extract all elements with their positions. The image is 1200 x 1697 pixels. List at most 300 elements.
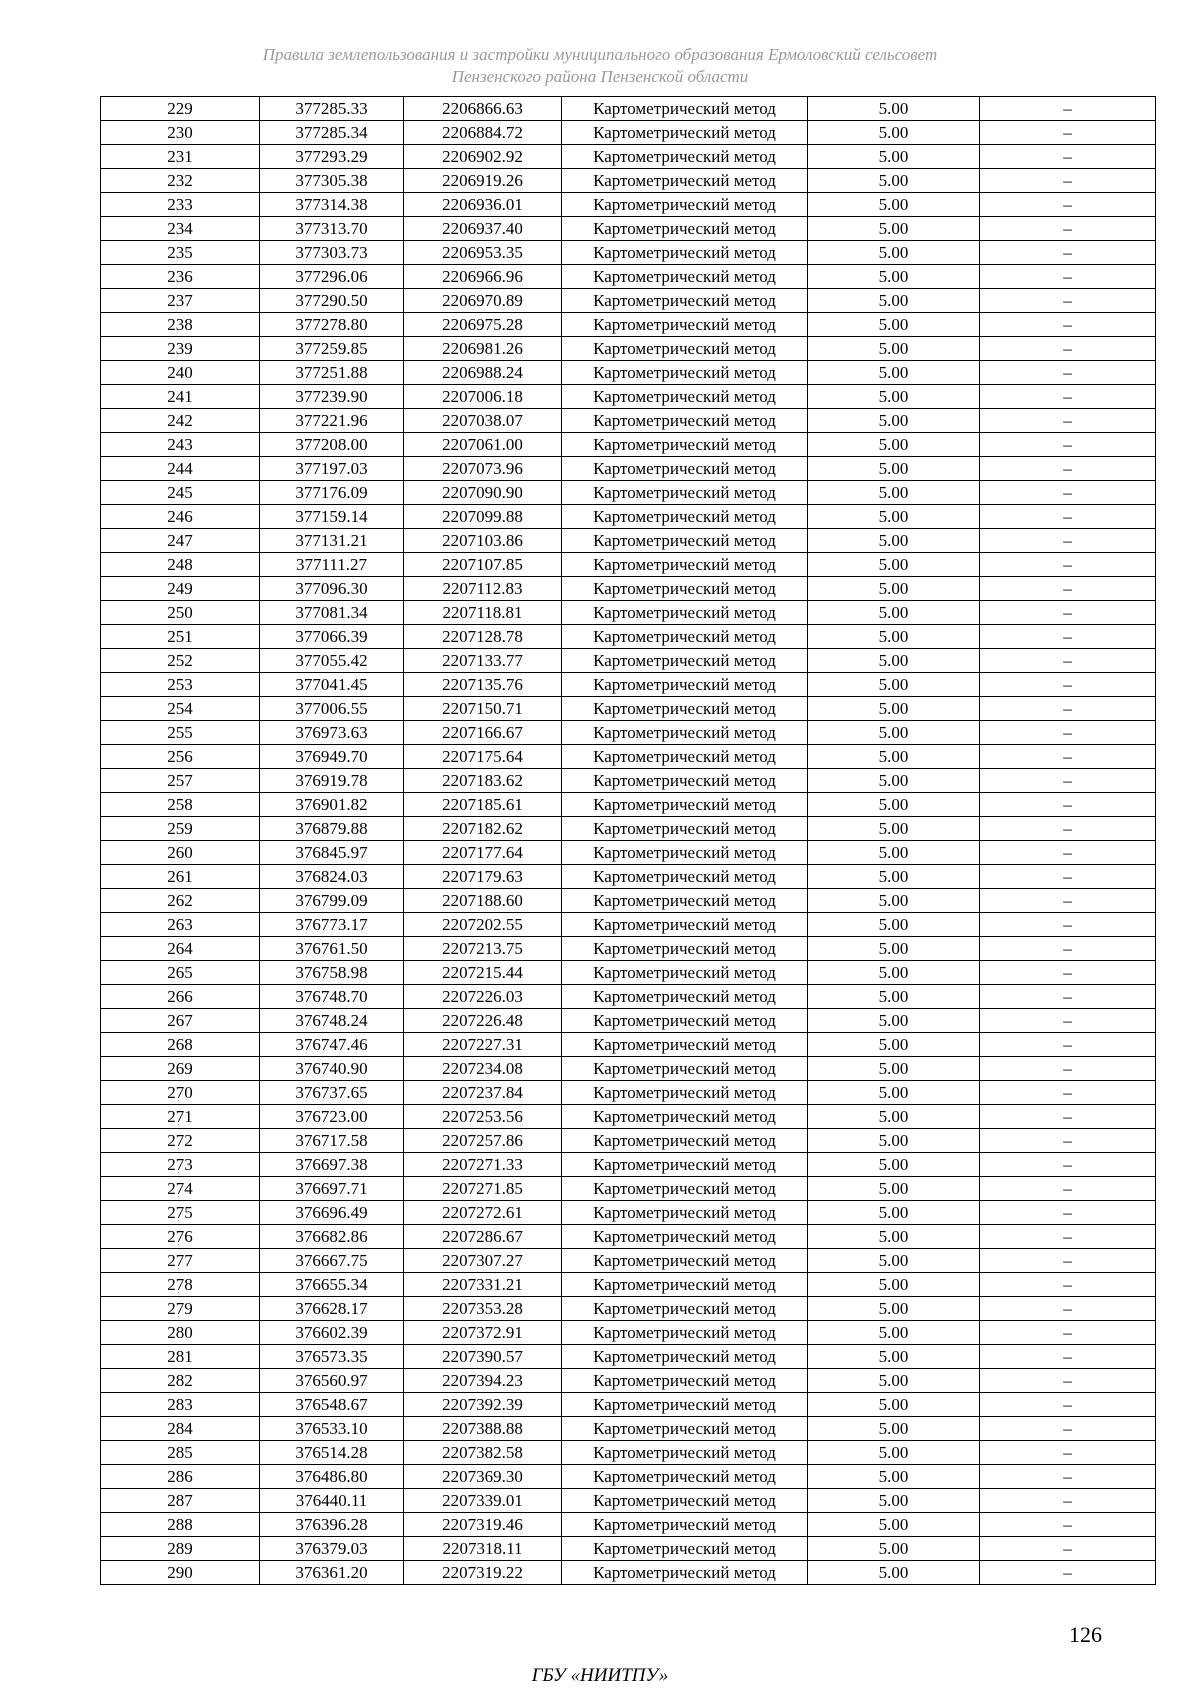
point-number-cell: 256 — [101, 745, 260, 769]
accuracy-cell: 5.00 — [808, 1417, 980, 1441]
accuracy-cell: 5.00 — [808, 121, 980, 145]
table-row — [101, 1321, 1156, 1345]
y-coordinate-cell: 2206970.89 — [404, 289, 562, 313]
y-coordinate-cell: 2207150.71 — [404, 697, 562, 721]
note-cell: – — [980, 313, 1156, 337]
accuracy-cell: 5.00 — [808, 841, 980, 865]
y-coordinate-cell: 2207006.18 — [404, 385, 562, 409]
table-row — [101, 217, 1156, 241]
accuracy-cell: 5.00 — [808, 793, 980, 817]
accuracy-cell: 5.00 — [808, 553, 980, 577]
y-coordinate-cell: 2206937.40 — [404, 217, 562, 241]
point-number-cell: 274 — [101, 1177, 260, 1201]
y-coordinate-cell: 2207392.39 — [404, 1393, 562, 1417]
note-cell: – — [980, 1177, 1156, 1201]
y-coordinate-cell: 2207099.88 — [404, 505, 562, 529]
table-row — [101, 193, 1156, 217]
x-coordinate-cell: 376748.24 — [260, 1009, 404, 1033]
table-row — [101, 937, 1156, 961]
note-cell: – — [980, 577, 1156, 601]
y-coordinate-cell: 2207339.01 — [404, 1489, 562, 1513]
point-number-cell: 242 — [101, 409, 260, 433]
y-coordinate-cell: 2207038.07 — [404, 409, 562, 433]
accuracy-cell: 5.00 — [808, 889, 980, 913]
method-cell: Картометрический метод — [562, 1177, 808, 1201]
note-cell: – — [980, 985, 1156, 1009]
y-coordinate-cell: 2207135.76 — [404, 673, 562, 697]
point-number-cell: 260 — [101, 841, 260, 865]
accuracy-cell: 5.00 — [808, 1057, 980, 1081]
note-cell: – — [980, 169, 1156, 193]
table-row — [101, 793, 1156, 817]
y-coordinate-cell: 2206866.63 — [404, 97, 562, 121]
note-cell: – — [980, 193, 1156, 217]
x-coordinate-cell: 376949.70 — [260, 745, 404, 769]
method-cell: Картометрический метод — [562, 169, 808, 193]
table-row — [101, 241, 1156, 265]
note-cell: – — [980, 1129, 1156, 1153]
y-coordinate-cell: 2207166.67 — [404, 721, 562, 745]
point-number-cell: 257 — [101, 769, 260, 793]
x-coordinate-cell: 376396.28 — [260, 1513, 404, 1537]
x-coordinate-cell: 376361.20 — [260, 1561, 404, 1585]
table-row — [101, 1177, 1156, 1201]
y-coordinate-cell: 2206966.96 — [404, 265, 562, 289]
note-cell: – — [980, 1537, 1156, 1561]
accuracy-cell: 5.00 — [808, 1153, 980, 1177]
note-cell: – — [980, 1561, 1156, 1585]
y-coordinate-cell: 2207128.78 — [404, 625, 562, 649]
x-coordinate-cell: 377313.70 — [260, 217, 404, 241]
y-coordinate-cell: 2207061.00 — [404, 433, 562, 457]
note-cell: – — [980, 625, 1156, 649]
table-row — [101, 1297, 1156, 1321]
note-cell: – — [980, 913, 1156, 937]
x-coordinate-cell: 376602.39 — [260, 1321, 404, 1345]
point-number-cell: 231 — [101, 145, 260, 169]
y-coordinate-cell: 2207353.28 — [404, 1297, 562, 1321]
accuracy-cell: 5.00 — [808, 1465, 980, 1489]
accuracy-cell: 5.00 — [808, 457, 980, 481]
method-cell: Картометрический метод — [562, 553, 808, 577]
table-row — [101, 1153, 1156, 1177]
x-coordinate-cell: 376573.35 — [260, 1345, 404, 1369]
method-cell: Картометрический метод — [562, 1393, 808, 1417]
method-cell: Картометрический метод — [562, 961, 808, 985]
y-coordinate-cell: 2207272.61 — [404, 1201, 562, 1225]
method-cell: Картометрический метод — [562, 937, 808, 961]
method-cell: Картометрический метод — [562, 697, 808, 721]
accuracy-cell: 5.00 — [808, 1225, 980, 1249]
table-row — [101, 577, 1156, 601]
y-coordinate-cell: 2207090.90 — [404, 481, 562, 505]
x-coordinate-cell: 376845.97 — [260, 841, 404, 865]
table-row — [101, 865, 1156, 889]
x-coordinate-cell: 377303.73 — [260, 241, 404, 265]
method-cell: Картометрический метод — [562, 913, 808, 937]
method-cell: Картометрический метод — [562, 745, 808, 769]
point-number-cell: 289 — [101, 1537, 260, 1561]
note-cell: – — [980, 457, 1156, 481]
note-cell: – — [980, 1369, 1156, 1393]
point-number-cell: 264 — [101, 937, 260, 961]
point-number-cell: 288 — [101, 1513, 260, 1537]
table-row — [101, 1489, 1156, 1513]
note-cell: – — [980, 361, 1156, 385]
accuracy-cell: 5.00 — [808, 913, 980, 937]
note-cell: – — [980, 961, 1156, 985]
method-cell: Картометрический метод — [562, 1033, 808, 1057]
method-cell: Картометрический метод — [562, 577, 808, 601]
point-number-cell: 259 — [101, 817, 260, 841]
note-cell: – — [980, 673, 1156, 697]
accuracy-cell: 5.00 — [808, 1081, 980, 1105]
table-row — [101, 313, 1156, 337]
accuracy-cell: 5.00 — [808, 577, 980, 601]
y-coordinate-cell: 2207271.33 — [404, 1153, 562, 1177]
table-row — [101, 457, 1156, 481]
table-row — [101, 145, 1156, 169]
x-coordinate-cell: 376440.11 — [260, 1489, 404, 1513]
y-coordinate-cell: 2206902.92 — [404, 145, 562, 169]
note-cell: – — [980, 769, 1156, 793]
y-coordinate-cell: 2207319.22 — [404, 1561, 562, 1585]
point-number-cell: 240 — [101, 361, 260, 385]
table-row — [101, 913, 1156, 937]
method-cell: Картометрический метод — [562, 265, 808, 289]
method-cell: Картометрический метод — [562, 865, 808, 889]
table-row — [101, 1201, 1156, 1225]
point-number-cell: 286 — [101, 1465, 260, 1489]
x-coordinate-cell: 377159.14 — [260, 505, 404, 529]
x-coordinate-cell: 377305.38 — [260, 169, 404, 193]
table-row — [101, 121, 1156, 145]
point-number-cell: 255 — [101, 721, 260, 745]
table-row — [101, 1105, 1156, 1129]
accuracy-cell: 5.00 — [808, 1201, 980, 1225]
point-number-cell: 239 — [101, 337, 260, 361]
accuracy-cell: 5.00 — [808, 649, 980, 673]
accuracy-cell: 5.00 — [808, 409, 980, 433]
point-number-cell: 276 — [101, 1225, 260, 1249]
point-number-cell: 284 — [101, 1417, 260, 1441]
note-cell: – — [980, 121, 1156, 145]
method-cell: Картометрический метод — [562, 1561, 808, 1585]
method-cell: Картометрический метод — [562, 889, 808, 913]
accuracy-cell: 5.00 — [808, 1033, 980, 1057]
table-row — [101, 169, 1156, 193]
y-coordinate-cell: 2207226.03 — [404, 985, 562, 1009]
note-cell: – — [980, 865, 1156, 889]
y-coordinate-cell: 2207388.88 — [404, 1417, 562, 1441]
x-coordinate-cell: 376697.38 — [260, 1153, 404, 1177]
point-number-cell: 267 — [101, 1009, 260, 1033]
point-number-cell: 265 — [101, 961, 260, 985]
x-coordinate-cell: 376919.78 — [260, 769, 404, 793]
y-coordinate-cell: 2207175.64 — [404, 745, 562, 769]
point-number-cell: 244 — [101, 457, 260, 481]
x-coordinate-cell: 377251.88 — [260, 361, 404, 385]
table-row — [101, 1345, 1156, 1369]
note-cell: – — [980, 97, 1156, 121]
accuracy-cell: 5.00 — [808, 673, 980, 697]
accuracy-cell: 5.00 — [808, 625, 980, 649]
note-cell: – — [980, 1033, 1156, 1057]
point-number-cell: 245 — [101, 481, 260, 505]
x-coordinate-cell: 376973.63 — [260, 721, 404, 745]
x-coordinate-cell: 377081.34 — [260, 601, 404, 625]
x-coordinate-cell: 376667.75 — [260, 1249, 404, 1273]
x-coordinate-cell: 377221.96 — [260, 409, 404, 433]
point-number-cell: 269 — [101, 1057, 260, 1081]
y-coordinate-cell: 2207369.30 — [404, 1465, 562, 1489]
y-coordinate-cell: 2207237.84 — [404, 1081, 562, 1105]
note-cell: – — [980, 1513, 1156, 1537]
accuracy-cell: 5.00 — [808, 961, 980, 985]
method-cell: Картометрический метод — [562, 1513, 808, 1537]
accuracy-cell: 5.00 — [808, 241, 980, 265]
note-cell: – — [980, 1057, 1156, 1081]
point-number-cell: 229 — [101, 97, 260, 121]
point-number-cell: 287 — [101, 1489, 260, 1513]
accuracy-cell: 5.00 — [808, 1105, 980, 1129]
table-row — [101, 1513, 1156, 1537]
y-coordinate-cell: 2207390.57 — [404, 1345, 562, 1369]
note-cell: – — [980, 745, 1156, 769]
note-cell: – — [980, 1465, 1156, 1489]
note-cell: – — [980, 1105, 1156, 1129]
x-coordinate-cell: 377066.39 — [260, 625, 404, 649]
x-coordinate-cell: 376697.71 — [260, 1177, 404, 1201]
note-cell: – — [980, 721, 1156, 745]
point-number-cell: 275 — [101, 1201, 260, 1225]
point-number-cell: 272 — [101, 1129, 260, 1153]
note-cell: – — [980, 241, 1156, 265]
note-cell: – — [980, 409, 1156, 433]
note-cell: – — [980, 697, 1156, 721]
y-coordinate-cell: 2206884.72 — [404, 121, 562, 145]
method-cell: Картометрический метод — [562, 1417, 808, 1441]
accuracy-cell: 5.00 — [808, 481, 980, 505]
x-coordinate-cell: 376548.67 — [260, 1393, 404, 1417]
table-row — [101, 601, 1156, 625]
method-cell: Картометрический метод — [562, 1105, 808, 1129]
table-row — [101, 1057, 1156, 1081]
accuracy-cell: 5.00 — [808, 601, 980, 625]
point-number-cell: 290 — [101, 1561, 260, 1585]
method-cell: Картометрический метод — [562, 625, 808, 649]
note-cell: – — [980, 817, 1156, 841]
point-number-cell: 252 — [101, 649, 260, 673]
x-coordinate-cell: 377285.34 — [260, 121, 404, 145]
y-coordinate-cell: 2206919.26 — [404, 169, 562, 193]
table-row — [101, 529, 1156, 553]
x-coordinate-cell: 376696.49 — [260, 1201, 404, 1225]
method-cell: Картометрический метод — [562, 1273, 808, 1297]
y-coordinate-cell: 2207103.86 — [404, 529, 562, 553]
x-coordinate-cell: 376655.34 — [260, 1273, 404, 1297]
table-row — [101, 1561, 1156, 1585]
accuracy-cell: 5.00 — [808, 985, 980, 1009]
x-coordinate-cell: 376486.80 — [260, 1465, 404, 1489]
note-cell: – — [980, 1249, 1156, 1273]
method-cell: Картометрический метод — [562, 1441, 808, 1465]
x-coordinate-cell: 376747.46 — [260, 1033, 404, 1057]
y-coordinate-cell: 2207133.77 — [404, 649, 562, 673]
method-cell: Картометрический метод — [562, 1201, 808, 1225]
table-row — [101, 1441, 1156, 1465]
accuracy-cell: 5.00 — [808, 1009, 980, 1033]
note-cell: – — [980, 1297, 1156, 1321]
table-row — [101, 1393, 1156, 1417]
note-cell: – — [980, 1441, 1156, 1465]
y-coordinate-cell: 2207253.56 — [404, 1105, 562, 1129]
x-coordinate-cell: 376682.86 — [260, 1225, 404, 1249]
accuracy-cell: 5.00 — [808, 817, 980, 841]
point-number-cell: 251 — [101, 625, 260, 649]
point-number-cell: 280 — [101, 1321, 260, 1345]
note-cell: – — [980, 1273, 1156, 1297]
y-coordinate-cell: 2207226.48 — [404, 1009, 562, 1033]
accuracy-cell: 5.00 — [808, 937, 980, 961]
note-cell: – — [980, 1393, 1156, 1417]
method-cell: Картометрический метод — [562, 193, 808, 217]
y-coordinate-cell: 2206936.01 — [404, 193, 562, 217]
y-coordinate-cell: 2206988.24 — [404, 361, 562, 385]
point-number-cell: 254 — [101, 697, 260, 721]
point-number-cell: 261 — [101, 865, 260, 889]
method-cell: Картометрический метод — [562, 1369, 808, 1393]
method-cell: Картометрический метод — [562, 841, 808, 865]
note-cell: – — [980, 1009, 1156, 1033]
x-coordinate-cell: 376824.03 — [260, 865, 404, 889]
table-row — [101, 433, 1156, 457]
accuracy-cell: 5.00 — [808, 1249, 980, 1273]
point-number-cell: 247 — [101, 529, 260, 553]
y-coordinate-cell: 2207257.86 — [404, 1129, 562, 1153]
note-cell: – — [980, 1417, 1156, 1441]
y-coordinate-cell: 2207179.63 — [404, 865, 562, 889]
point-number-cell: 230 — [101, 121, 260, 145]
table-row — [101, 985, 1156, 1009]
accuracy-cell: 5.00 — [808, 1393, 980, 1417]
coordinates-table — [100, 96, 1156, 1585]
method-cell: Картометрический метод — [562, 145, 808, 169]
method-cell: Картометрический метод — [562, 409, 808, 433]
x-coordinate-cell: 376628.17 — [260, 1297, 404, 1321]
point-number-cell: 281 — [101, 1345, 260, 1369]
accuracy-cell: 5.00 — [808, 385, 980, 409]
method-cell: Картометрический метод — [562, 313, 808, 337]
point-number-cell: 233 — [101, 193, 260, 217]
x-coordinate-cell: 377290.50 — [260, 289, 404, 313]
table-row — [101, 1081, 1156, 1105]
method-cell: Картометрический метод — [562, 217, 808, 241]
x-coordinate-cell: 377096.30 — [260, 577, 404, 601]
accuracy-cell: 5.00 — [808, 217, 980, 241]
accuracy-cell: 5.00 — [808, 1177, 980, 1201]
point-number-cell: 249 — [101, 577, 260, 601]
note-cell: – — [980, 601, 1156, 625]
point-number-cell: 282 — [101, 1369, 260, 1393]
y-coordinate-cell: 2207227.31 — [404, 1033, 562, 1057]
x-coordinate-cell: 377278.80 — [260, 313, 404, 337]
footer-organization: ГБУ «НИИТПУ» — [531, 1665, 669, 1686]
note-cell: – — [980, 505, 1156, 529]
accuracy-cell: 5.00 — [808, 865, 980, 889]
accuracy-cell: 5.00 — [808, 721, 980, 745]
accuracy-cell: 5.00 — [808, 1441, 980, 1465]
y-coordinate-cell: 2207271.85 — [404, 1177, 562, 1201]
accuracy-cell: 5.00 — [808, 1345, 980, 1369]
accuracy-cell: 5.00 — [808, 337, 980, 361]
point-number-cell: 248 — [101, 553, 260, 577]
table-row — [101, 889, 1156, 913]
point-number-cell: 236 — [101, 265, 260, 289]
method-cell: Картометрический метод — [562, 1249, 808, 1273]
method-cell: Картометрический метод — [562, 673, 808, 697]
method-cell: Картометрический метод — [562, 1321, 808, 1345]
point-number-cell: 273 — [101, 1153, 260, 1177]
note-cell: – — [980, 937, 1156, 961]
table-row — [101, 409, 1156, 433]
y-coordinate-cell: 2207185.61 — [404, 793, 562, 817]
y-coordinate-cell: 2207318.11 — [404, 1537, 562, 1561]
y-coordinate-cell: 2207286.67 — [404, 1225, 562, 1249]
table-row — [101, 1129, 1156, 1153]
accuracy-cell: 5.00 — [808, 97, 980, 121]
table-row — [101, 337, 1156, 361]
table-row — [101, 289, 1156, 313]
accuracy-cell: 5.00 — [808, 1129, 980, 1153]
table-row — [101, 385, 1156, 409]
point-number-cell: 232 — [101, 169, 260, 193]
y-coordinate-cell: 2207319.46 — [404, 1513, 562, 1537]
method-cell: Картометрический метод — [562, 337, 808, 361]
x-coordinate-cell: 377006.55 — [260, 697, 404, 721]
method-cell: Картометрический метод — [562, 1537, 808, 1561]
x-coordinate-cell: 377131.21 — [260, 529, 404, 553]
accuracy-cell: 5.00 — [808, 1273, 980, 1297]
x-coordinate-cell: 376761.50 — [260, 937, 404, 961]
point-number-cell: 279 — [101, 1297, 260, 1321]
header-line-1: Правила землепользования и застройки муниципального образования Ермоловский сельсовет — [262, 45, 938, 64]
accuracy-cell: 5.00 — [808, 529, 980, 553]
table-row — [101, 1273, 1156, 1297]
method-cell: Картометрический метод — [562, 985, 808, 1009]
note-cell: – — [980, 553, 1156, 577]
x-coordinate-cell: 377296.06 — [260, 265, 404, 289]
method-cell: Картометрический метод — [562, 505, 808, 529]
point-number-cell: 238 — [101, 313, 260, 337]
point-number-cell: 285 — [101, 1441, 260, 1465]
y-coordinate-cell: 2207183.62 — [404, 769, 562, 793]
y-coordinate-cell: 2207177.64 — [404, 841, 562, 865]
note-cell: – — [980, 1225, 1156, 1249]
point-number-cell: 283 — [101, 1393, 260, 1417]
accuracy-cell: 5.00 — [808, 193, 980, 217]
point-number-cell: 262 — [101, 889, 260, 913]
x-coordinate-cell: 376717.58 — [260, 1129, 404, 1153]
table-row — [101, 745, 1156, 769]
y-coordinate-cell: 2206975.28 — [404, 313, 562, 337]
method-cell: Картометрический метод — [562, 361, 808, 385]
point-number-cell: 263 — [101, 913, 260, 937]
x-coordinate-cell: 376379.03 — [260, 1537, 404, 1561]
y-coordinate-cell: 2207118.81 — [404, 601, 562, 625]
point-number-cell: 250 — [101, 601, 260, 625]
x-coordinate-cell: 376901.82 — [260, 793, 404, 817]
